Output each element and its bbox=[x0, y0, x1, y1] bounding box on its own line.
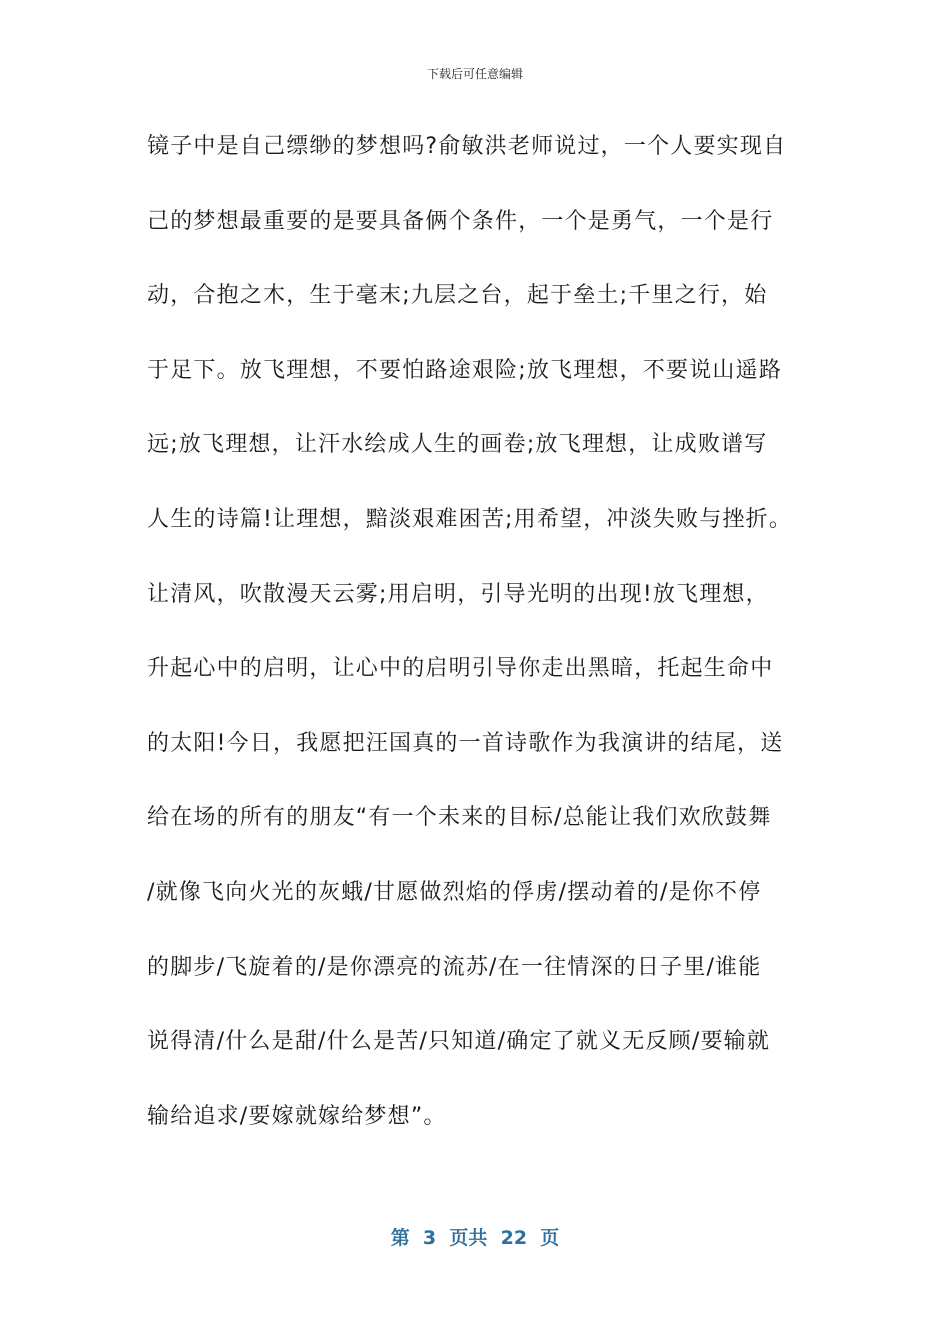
text-line: 的太阳!今日，我愿把汪国真的一首诗歌作为我演讲的结尾，送 bbox=[147, 730, 784, 756]
text-line: 输给追求/要嫁就嫁给梦想”。 bbox=[147, 1103, 447, 1129]
text-line: 给在场的所有的朋友“有一个未来的目标/总能让我们欢欣鼓舞 bbox=[147, 805, 772, 831]
text-line: 升起心中的启明，让心中的启明引导你走出黑暗，托起生命中 bbox=[147, 656, 774, 682]
text-line: 远;放飞理想，让汗水绘成人生的画卷;放飞理想，让成败谱写 bbox=[147, 432, 768, 458]
text-line: /就像飞向火光的灰蛾/甘愿做烈焰的俘虏/摆动着的/是你不停 bbox=[147, 879, 762, 905]
text-line: 于足下。放飞理想，不要怕路途艰险;放飞理想，不要说山遥路 bbox=[147, 357, 783, 383]
text-line: 说得清/什么是甜/什么是苦/只知道/确定了就义无反顾/要输就 bbox=[147, 1029, 771, 1055]
text-line: 己的梦想最重要的是要具备俩个条件，一个是勇气，一个是行 bbox=[147, 208, 774, 234]
page-header-note: 下载后可任意编辑 bbox=[426, 67, 523, 81]
text-line: 动，合抱之木，生于毫末;九层之台，起于垒土;千里之行，始 bbox=[147, 283, 768, 309]
text-line: 镜子中是自己缥缈的梦想吗?俞敏洪老师说过，一个人要实现自 bbox=[147, 134, 787, 159]
page-number-footer: 第 3 页共 22 页 bbox=[390, 1227, 560, 1249]
text-line: 让清风，吹散漫天云雾;用启明，引导光明的出现!放飞理想， bbox=[147, 581, 769, 607]
text-line: 的脚步/飞旋着的/是你漂亮的流苏/在一往情深的日子里/谁能 bbox=[147, 954, 762, 980]
text-line: 人生的诗篇!让理想，黯淡艰难困苦;用希望，冲淡失败与挫折。 bbox=[147, 506, 793, 532]
document-body bbox=[147, 125, 807, 1169]
